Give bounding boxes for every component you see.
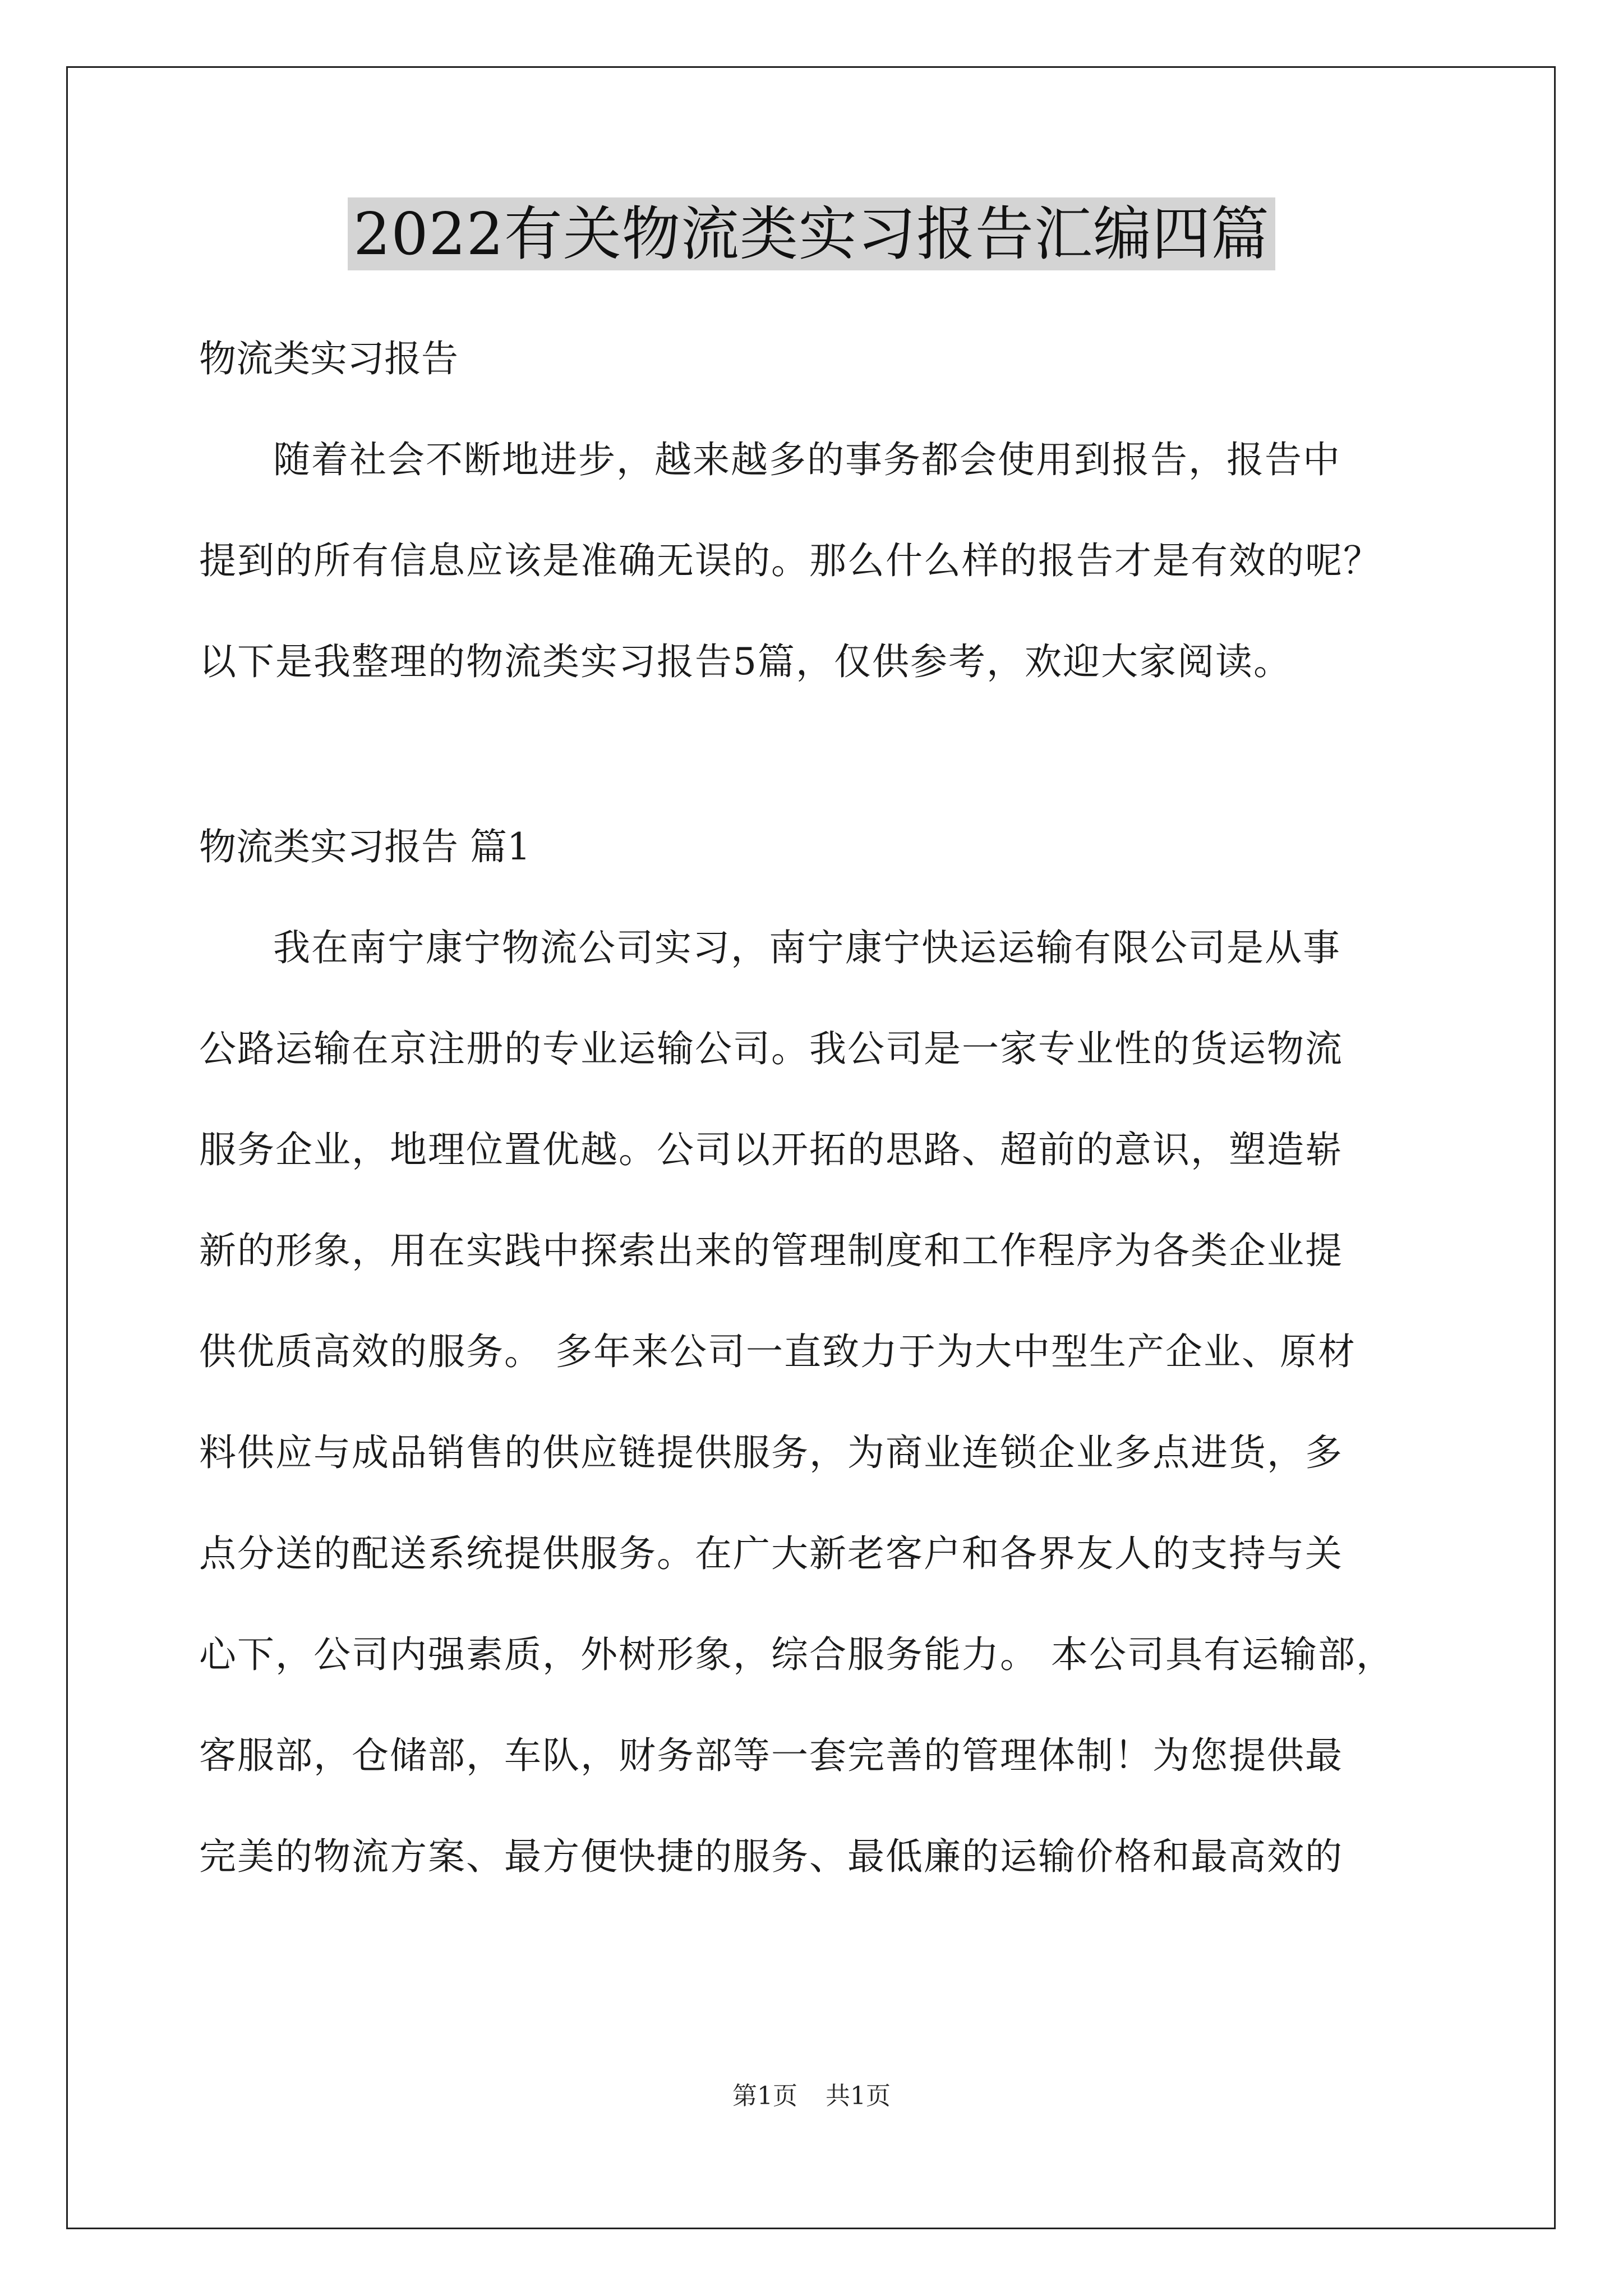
intro-paragraph xyxy=(199,409,1438,712)
text-line: 心下，公司内强素质，外树形象，综合服务能力。 本公司具有运输部， xyxy=(199,1633,1394,1676)
page-footer xyxy=(0,2076,1623,2111)
document-title: 2022有关物流类实习报告汇编四篇 xyxy=(348,197,1275,270)
text-line: 点分送的配送系统提供服务。在广大新老客户和各界友人的支持与关 xyxy=(199,1532,1343,1575)
body-paragraph xyxy=(199,898,1438,1907)
text-line: 完美的物流方案、最方便快捷的服务、最低廉的运输价格和最高效的 xyxy=(199,1835,1343,1878)
title-container xyxy=(0,197,1623,270)
text-line: 供优质高效的服务。 多年来公司一直致力于为大中型生产企业、原材 xyxy=(199,1330,1356,1373)
page-total: 共1页 xyxy=(826,2082,891,2110)
text-line: 客服部，仓储部，车队，财务部等一套完善的管理体制！为您提供最 xyxy=(199,1734,1343,1777)
text-line: 料供应与成品销售的供应链提供服务，为商业连锁企业多点进货，多 xyxy=(199,1431,1343,1474)
page-number: 第1页 xyxy=(732,2082,797,2110)
text-line: 提到的所有信息应该是准确无误的。那么什么样的报告才是有效的呢？ xyxy=(199,539,1381,582)
part-heading: 物流类实习报告 篇1 xyxy=(199,825,531,868)
text-line: 随着社会不断地进步，越来越多的事务都会使用到报告，报告中 xyxy=(273,438,1341,481)
text-line: 我在南宁康宁物流公司实习，南宁康宁快运运输有限公司是从事 xyxy=(273,926,1341,969)
text-line: 公路运输在京注册的专业运输公司。我公司是一家专业性的货运物流 xyxy=(199,1027,1343,1070)
text-line: 服务企业，地理位置优越。公司以开拓的思路、超前的意识，塑造崭 xyxy=(199,1128,1343,1171)
text-line: 新的形象，用在实践中探索出来的管理制度和工作程序为各类企业提 xyxy=(199,1229,1343,1272)
text-line: 以下是我整理的物流类实习报告5篇，仅供参考，欢迎大家阅读。 xyxy=(199,640,1292,683)
section-heading: 物流类实习报告 xyxy=(199,337,458,380)
document-body xyxy=(199,309,1438,1907)
